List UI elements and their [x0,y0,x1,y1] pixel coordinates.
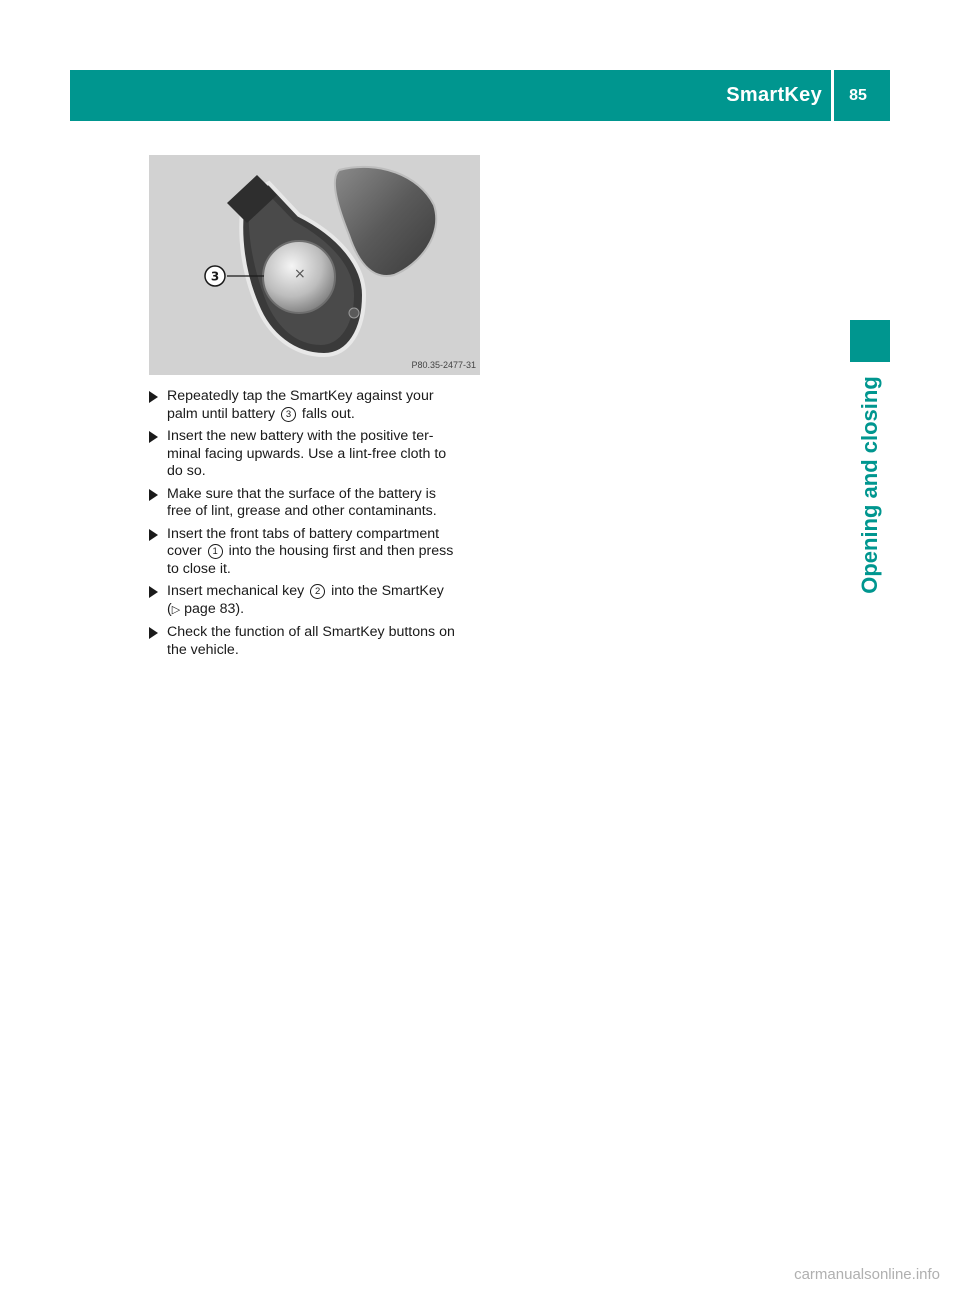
header-bar [70,70,890,121]
chapter-label: Opening and closing [857,376,882,594]
step-arrow-icon [149,431,158,443]
step-6: Check the function of all SmartKey buttons on the vehicle. [149,624,484,659]
step-arrow-icon [149,627,158,639]
instruction-steps [149,388,484,664]
step-5: Insert mechanical key 2 into the SmartKey (▷ page 83). [149,583,484,619]
page-ref-link[interactable]: page 83). [180,600,245,617]
step-arrow-icon [149,391,158,403]
page-number: 85 [849,86,867,104]
chapter-tab-marker [850,320,890,362]
step-arrow-icon [149,529,158,541]
step-arrow-icon [149,489,158,501]
step-4: Insert the front tabs of battery compartment cover 1 into the housing first and then press to close it. [149,526,484,579]
step-1: Repeatedly tap the SmartKey against your palm until battery 3 falls out. [149,388,484,423]
step-3: Make sure that the surface of the battery is free of lint, grease and other contaminants. [149,486,484,521]
svg-text:×: × [294,266,306,282]
ref-2: 2 [310,584,325,599]
step-2: Insert the new battery with the positive ter- minal facing upwards. Use a lint-free cloth to do so. [149,428,484,481]
smartkey-battery-illustration [149,155,480,375]
smartkey-drawing [149,155,480,375]
page-ref-arrow-icon: ▷ [171,603,181,616]
watermark: carmanualsonline.info [794,1266,940,1283]
header-divider [831,70,834,121]
callout-label: 3 [210,269,220,284]
ref-3: 3 [281,407,296,422]
section-title: SmartKey [726,84,822,106]
step-arrow-icon [149,586,158,598]
figure-code: P80.35-2477-31 [411,360,476,370]
ref-1: 1 [208,544,223,559]
